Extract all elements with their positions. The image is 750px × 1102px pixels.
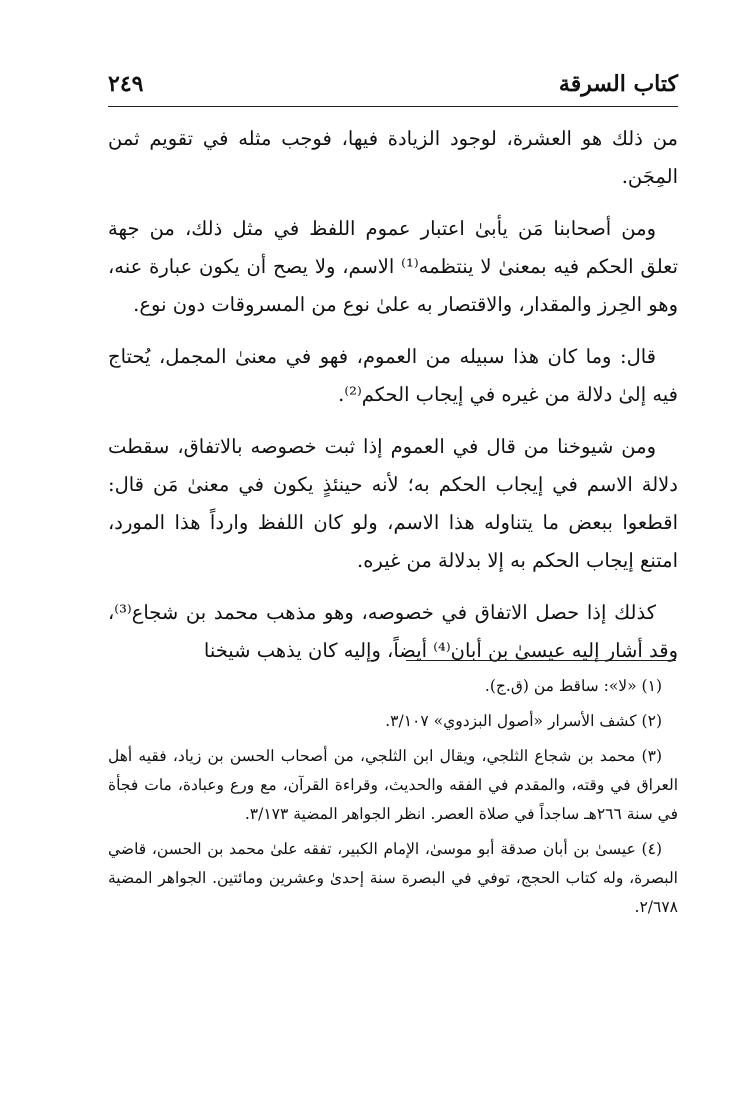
page-number: ٢٤٩ — [108, 71, 144, 97]
paragraph: ومن شيوخنا من قال في العموم إذا ثبت خصوصه بالاتفاق، سقطت دلالة الاسم في إيجاب الحكم به؛ لأنه حينئذٍ يكون في معنىٰ مَن قال: اقطعوا ببعض ما يتناوله هذا الاسم، ولو كان اللفظ وارداً هذا المورد، امتنع إيجاب الحكم به إلا بدلالة من غيره. — [108, 435, 678, 572]
paragraph: قال: وما كان هذا سبيله من العموم، فهو في معنىٰ المجمل، يُحتاج فيه إلىٰ دلالة من غيره في إيجاب الحكم⁽²⁾. — [108, 345, 678, 406]
footnote: (١) «لا»: ساقط من (ق.ج). — [484, 677, 662, 695]
running-header — [108, 68, 678, 100]
header-rule — [108, 106, 678, 107]
paragraph: كذلك إذا حصل الاتفاق في خصوصه، وهو مذهب محمد بن شجاع⁽³⁾، وقد أشار إليه عيسىٰ بن أبان⁽⁴⁾ أيضاً، وإليه كان يذهب شيخنا — [108, 601, 678, 662]
footnotes — [108, 672, 678, 928]
main-text — [108, 120, 678, 684]
footnote: (٣) محمد بن شجاع الثلجي، ويقال ابن الثلجي، من أصحاب الحسن بن زياد، فقيه أهل العراق في وقته، والمقدم في الفقه والحديث، وقراءة القرآن، مع ورع وعبادة، مات فجأة في سنة ٢٦٦هـ ساجداً في صلاة العصر. انظر الجواهر المضية ٣/١٧٣. — [108, 747, 678, 823]
paragraph: ومن أصحابنا مَن يأبىٰ اعتبار عموم اللفظ في مثل ذلك، من جهة تعلق الحكم فيه بمعنىٰ لا ينتظمه⁽¹⁾ الاسم، ولا يصح أن يكون عبارة عنه، وهو الحِرز والمقدار، والاقتصار به علىٰ نوع من المسروقات دون نوع. — [108, 217, 678, 316]
paragraph: من ذلك هو العشرة، لوجود الزيادة فيها، فوجب مثله في تقويم ثمن المِجَن. — [108, 127, 678, 188]
footnote-separator — [406, 660, 676, 661]
header-title: كتاب السرقة — [558, 71, 678, 97]
footnote: (٤) عيسىٰ بن أبان صدقة أبو موسىٰ، الإمام الكبير، تفقه علىٰ محمد بن الحسن، قاضي البصرة، وله كتاب الحجج، توفي في البصرة سنة إحدىٰ وعشرين ومائتين. الجواهر المضية ٢/٦٧٨. — [108, 840, 678, 916]
footnote: (٢) كشف الأسرار «أصول البزدوي» ٣/١٠٧. — [385, 712, 662, 730]
